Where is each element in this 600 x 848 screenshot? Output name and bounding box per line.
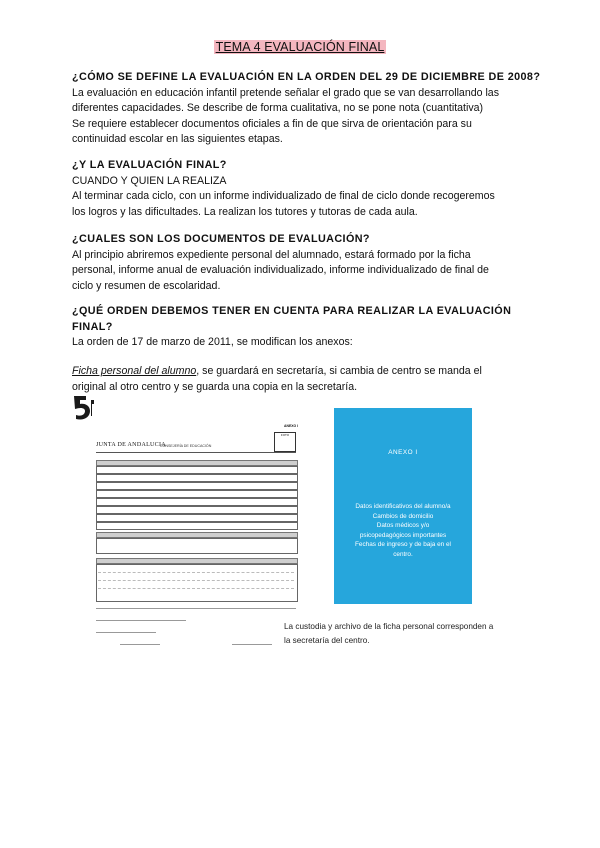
section-documentos: [72, 232, 542, 294]
section-heading: ¿CUALES SON LOS DOCUMENTOS DE EVALUACIÓN?: [72, 233, 370, 245]
paragraph-line: Al terminar cada ciclo, con un informe individualizado de final de ciclo donde recogeremos: [72, 190, 495, 203]
section-subheading: CUANDO Y QUIEN LA REALIZA: [72, 174, 227, 187]
form-dash-line: [98, 580, 294, 581]
section-evaluacion-final: [72, 158, 542, 220]
paragraph-line: personal, informe anual de evaluación individualizado, informe individualizado de final de: [72, 264, 489, 277]
title-wrap: [0, 38, 600, 56]
form-rule: [96, 608, 296, 609]
form-anexo-label: ANEXO I: [284, 424, 298, 428]
ficha-link-text: Ficha personal del alumno: [72, 365, 197, 377]
paragraph-line: diferentes capacidades. Se describe de forma cualitativa, no se pone nota (cuantitativa): [72, 102, 484, 115]
paragraph-line: original al otro centro y se guarda una copia en la secretaría.: [72, 380, 358, 393]
anexo-card-item: centro.: [393, 550, 413, 558]
ficha-rest: , se guardará en secretaría, si cambia de centro se manda el: [196, 365, 482, 377]
section-ficha: [72, 364, 542, 395]
form-row: [96, 474, 298, 482]
paragraph-line: ciclo y resumen de escolaridad.: [72, 279, 221, 292]
form-rule: [232, 644, 272, 645]
form-rule: [120, 644, 160, 645]
anexo-card-item: Datos médicos y/o: [376, 522, 430, 530]
custody-note: [284, 620, 534, 648]
form-consejeria-label: CONSEJERÍA DE EDUCACIÓN: [160, 444, 212, 448]
form-row: [96, 490, 298, 498]
section-heading: ¿Y LA EVALUACIÓN FINAL?: [72, 159, 227, 171]
page-title: TEMA 4 EVALUACIÓN FINAL: [215, 40, 385, 54]
form-row: [96, 538, 298, 554]
paragraph-line: continuidad escolar en las siguientes etapas.: [72, 133, 283, 146]
form-rule: [96, 632, 156, 633]
form-dash-line: [98, 588, 294, 589]
anexo-card-item: Fechas de ingreso y de baja en el: [355, 541, 451, 549]
form-row: [96, 522, 298, 530]
anexo-info-card: [334, 408, 472, 604]
form-notes-box: [96, 564, 298, 602]
paragraph-line: [72, 364, 542, 380]
form-row: [96, 498, 298, 506]
anexo-card-item: Datos identificativos del alumno/a: [355, 503, 451, 510]
paragraph-line: La evaluación en educación infantil pretende señalar el grado que se van desarrollando las: [72, 86, 499, 99]
custody-line: la secretaría del centro.: [284, 636, 370, 645]
paragraph-line: Al principio abriremos expediente personal del alumnado, estará formado por la ficha: [72, 248, 471, 261]
form-rule: [96, 620, 186, 621]
paragraph-line: La orden de 17 de marzo de 2011, se modifican los anexos:: [72, 336, 353, 349]
paragraph-line: Se requiere establecer documentos oficiales a fin de que sirva de orientación para su: [72, 117, 472, 130]
custody-line: La custodia y archivo de la ficha personal corresponden a: [284, 622, 494, 631]
section-heading: ¿CÓMO SE DEFINE LA EVALUACIÓN EN LA ORDEN DEL 29 DE DICIEMBRE DE 2008?: [72, 71, 541, 83]
ficha-personal-form-image: [92, 404, 300, 656]
form-row: [96, 466, 298, 474]
form-dash-line: [98, 572, 294, 573]
form-row: [96, 514, 298, 522]
section-heading-cont: FINAL?: [72, 320, 113, 333]
anexo-card-list: [340, 502, 466, 560]
form-junta-label: JUNTA DE ANDALUCIA: [96, 442, 166, 448]
paragraph-line: los logros y las dificultades. La realizan los tutores y tutoras de cada aula.: [72, 205, 418, 218]
form-row: [96, 482, 298, 490]
form-photo-box: FOTO: [274, 432, 296, 452]
section-definicion: [72, 70, 542, 148]
anexo-card-item: psicopedagógicos importantes: [359, 531, 447, 539]
section-heading: ¿QUÉ ORDEN DEBEMOS TENER EN CUENTA PARA REALIZAR LA EVALUACIÓN: [72, 305, 512, 317]
section-orden: [72, 304, 542, 351]
anexo-card-item: Cambios de domicilio: [372, 512, 434, 520]
form-row: [96, 506, 298, 514]
form-rule: [96, 452, 296, 453]
anexo-card-heading: ANEXO I: [388, 449, 418, 456]
